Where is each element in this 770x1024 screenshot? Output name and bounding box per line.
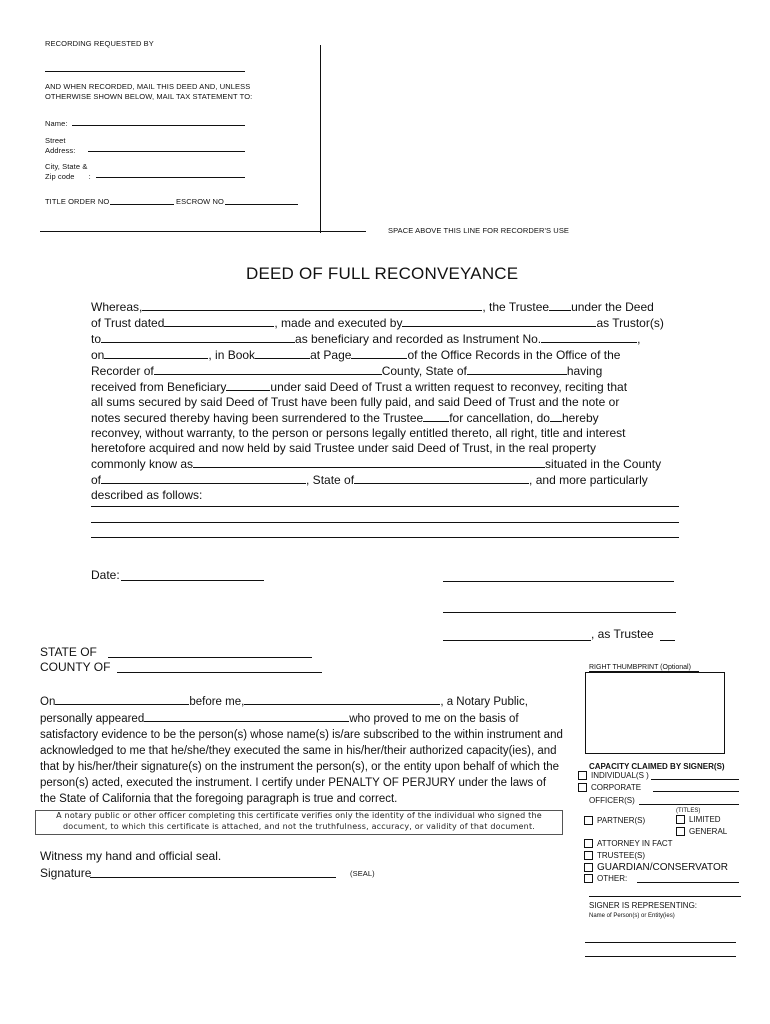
individual-field[interactable]	[651, 779, 739, 780]
zip-label: Zip code	[45, 172, 75, 181]
capacity-heading: CAPACITY CLAIMED BY SIGNER(S)	[589, 762, 725, 771]
seal-label: (SEAL)	[350, 869, 375, 878]
appeared-name-field[interactable]	[144, 710, 349, 722]
other-option[interactable]: OTHER:	[584, 874, 627, 883]
body-line-12: of , State of , and more particularly	[91, 473, 648, 487]
guardian-option[interactable]: GUARDIAN/CONSERVATOR	[584, 862, 728, 873]
as-trustee-label: , as Trustee	[591, 627, 654, 641]
trustee-signature-line-2[interactable]	[443, 612, 676, 613]
name-label: Name:	[45, 119, 68, 128]
deed-body	[91, 299, 664, 503]
city-zip-field[interactable]	[96, 177, 245, 178]
trustee-signature-line-1[interactable]	[443, 581, 674, 582]
entity-name-label: Name of Person(s) or Entity(ies)	[589, 913, 675, 919]
partners-option[interactable]: PARTNER(S)	[584, 816, 645, 825]
state-of-label: STATE OF	[40, 645, 97, 659]
title-order-label: TITLE ORDER NO	[45, 197, 110, 206]
body-line-1: Whereas, , the Trustee under the Deed	[91, 300, 654, 314]
thumbprint-label: RIGHT THUMBPRINT (Optional)	[589, 664, 691, 671]
notary-line-4: acknowledged to me that he/she/they executed the same in his/her/their authorized capacity(ies), and	[40, 745, 557, 757]
trustee-name-field[interactable]	[142, 299, 482, 311]
body-line-8: notes secured thereby having been surrendered to the Trustee for cancellation, do hereby	[91, 411, 599, 425]
body-line-9: reconvey, without warranty, to the person or persons legally entitled thereto, all right, title and interest	[91, 426, 626, 440]
name-field[interactable]	[72, 125, 245, 126]
as-trustee-blank[interactable]	[660, 640, 675, 641]
space-above-label: SPACE ABOVE THIS LINE FOR RECORDER'S USE	[388, 226, 570, 235]
trustee-blank-field[interactable]	[549, 299, 571, 311]
recorded-on-field[interactable]	[104, 347, 208, 359]
signature-label: Signature	[40, 866, 92, 880]
body-line-6: received from Beneficiary under said Deed of Trust a written request to reconvey, reciting that	[91, 380, 628, 394]
other-checkbox[interactable]	[584, 874, 593, 883]
entity-name-line-2[interactable]	[585, 956, 736, 957]
notary-body	[40, 693, 563, 807]
limited-option[interactable]: LIMITED	[676, 815, 721, 824]
body-line-3: to as beneficiary and recorded as Instrument No. ,	[91, 332, 641, 346]
property-state-field[interactable]	[354, 472, 529, 484]
notary-line-5: that by his/her/their signature(s) on the instrument the person(s), or the entity upon behalf of which the	[40, 761, 560, 773]
date-field[interactable]	[121, 580, 264, 581]
mail-instructions	[45, 82, 252, 102]
property-county-field[interactable]	[101, 472, 306, 484]
notary-line-6: person(s) acted, executed the instrument. I certify under PENALTY OF PERJURY under the laws of	[40, 777, 547, 789]
city-zip-label	[45, 162, 91, 182]
body-line-2: of Trust dated , made and executed by as Trustor(s)	[91, 316, 664, 330]
escrow-label: ESCROW NO	[176, 197, 224, 206]
document-title: DEED OF FULL RECONVEYANCE	[246, 264, 519, 283]
general-option[interactable]: GENERAL	[676, 827, 727, 836]
individual-checkbox[interactable]	[578, 771, 587, 780]
title-order-field[interactable]	[110, 204, 174, 205]
date-label: Date:	[91, 568, 120, 582]
disclaimer-line-1: A notary public or other officer completing this certificate verifies only the identity of the individual who signed the	[56, 811, 542, 820]
mail-line-2: OTHERWISE SHOWN BELOW, MAIL TAX STATEMENT TO:	[45, 92, 253, 101]
partners-checkbox[interactable]	[584, 816, 593, 825]
trust-date-field[interactable]	[164, 315, 274, 327]
titles-label: (TITLES)	[676, 808, 701, 814]
street-address-field[interactable]	[88, 151, 245, 152]
beneficiary-field[interactable]	[101, 331, 295, 343]
attorney-checkbox[interactable]	[584, 839, 593, 848]
notary-line-2: personally appeared who proved to me on the basis of	[40, 710, 563, 727]
zip-colon: :	[88, 172, 91, 181]
signer-representing-label: SIGNER IS REPRESENTING:	[589, 901, 698, 910]
county-of-field[interactable]	[117, 672, 322, 673]
recorder-county-field[interactable]	[154, 363, 382, 375]
limited-checkbox[interactable]	[676, 815, 685, 824]
notary-name-field[interactable]	[244, 693, 440, 705]
notary-disclaimer-box	[35, 810, 563, 835]
witness-label: Witness my hand and official seal.	[40, 849, 222, 863]
trustee-signature-line-3[interactable]	[443, 640, 591, 641]
body-line-10: heretofore acquired and now held by said Trustee under said Deed of Trust, in the real property	[91, 441, 596, 455]
notary-line-7: the State of California that the foregoing paragraph is true and correct.	[40, 793, 398, 805]
guardian-checkbox[interactable]	[584, 863, 593, 872]
surrender-blank-field[interactable]	[423, 410, 449, 422]
attorney-option[interactable]: ATTORNEY IN FACT	[584, 839, 673, 848]
property-address-field[interactable]	[193, 456, 545, 468]
other-field[interactable]	[637, 882, 739, 883]
trustor-field[interactable]	[402, 315, 596, 327]
notary-date-field[interactable]	[55, 693, 189, 705]
recorder-divider-horizontal	[40, 231, 366, 232]
instrument-no-field[interactable]	[541, 331, 637, 343]
trustees-option[interactable]: TRUSTEE(S)	[584, 851, 645, 860]
entity-name-line-1[interactable]	[585, 942, 736, 943]
escrow-field[interactable]	[225, 204, 298, 205]
venue-block	[40, 645, 110, 675]
recording-requested-line[interactable]	[45, 71, 245, 72]
recorder-state-field[interactable]	[467, 363, 567, 375]
street-label: Street	[45, 136, 66, 145]
description-line-3[interactable]	[91, 537, 679, 538]
county-of-label: COUNTY OF	[40, 660, 111, 674]
body-line-5: Recorder of County, State of having	[91, 364, 603, 378]
notary-signature-field[interactable]	[90, 877, 336, 878]
body-line-13: described as follows:	[91, 488, 203, 502]
body-line-7: all sums secured by said Deed of Trust have been fully paid, and said Deed of Trust and the note or	[91, 395, 620, 409]
city-label: City, State &	[45, 162, 88, 171]
corporate-checkbox[interactable]	[578, 783, 587, 792]
beneficiary-blank-field[interactable]	[226, 379, 270, 391]
individual-option[interactable]: INDIVIDUAL(S )	[578, 771, 649, 780]
address-label: Address:	[45, 146, 76, 155]
officers-field[interactable]	[639, 804, 739, 805]
description-line-2[interactable]	[91, 522, 679, 523]
thumbprint-box[interactable]	[585, 672, 725, 754]
book-field[interactable]	[255, 347, 310, 359]
signer-rep-divider	[589, 896, 741, 897]
recording-requested-label: RECORDING REQUESTED BY	[45, 39, 154, 48]
notary-line-3: satisfactory evidence to be the person(s) whose name(s) is/are subscribed to the within instrument and	[40, 729, 563, 741]
body-line-4: on , in Book at Page of the Office Records in the Office of the	[91, 348, 621, 362]
officers-label: OFFICER(S)	[589, 796, 635, 805]
notary-line-1: On before me, , a Notary Public,	[40, 693, 563, 710]
body-line-11: commonly know as situated in the County	[91, 457, 662, 471]
disclaimer-line-2: document, to which this certificate is attached, and not the truthfulness, accuracy, or validity of that document.	[62, 821, 536, 831]
street-address-label	[45, 136, 75, 156]
corporate-option[interactable]: CORPORATE	[578, 783, 641, 792]
mail-line-1: AND WHEN RECORDED, MAIL THIS DEED AND, UNLESS	[45, 82, 251, 91]
page-field[interactable]	[351, 347, 407, 359]
state-of-field[interactable]	[108, 657, 312, 658]
corporate-field[interactable]	[653, 791, 739, 792]
recorder-divider-vertical	[320, 45, 321, 233]
trustees-checkbox[interactable]	[584, 851, 593, 860]
general-checkbox[interactable]	[676, 827, 685, 836]
description-line-1[interactable]	[91, 506, 679, 507]
do-hereby-blank-field[interactable]	[550, 410, 562, 422]
